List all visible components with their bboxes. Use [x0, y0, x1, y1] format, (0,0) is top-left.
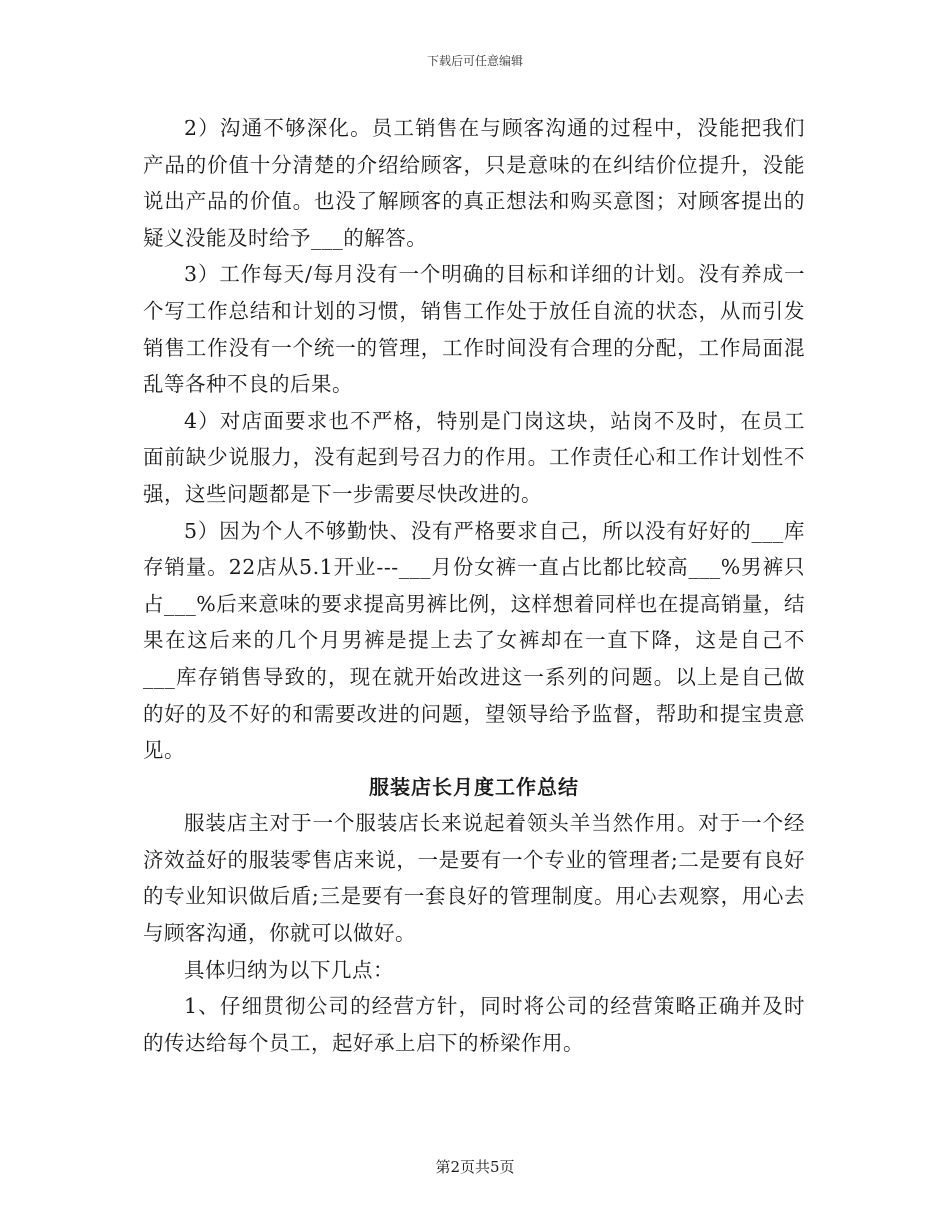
paragraph-summary-lead: 具体归纳为以下几点：: [184, 957, 394, 982]
page-number: 第2页共5页: [435, 1158, 515, 1176]
page-header-note: 下载后可任意编辑: [426, 54, 523, 68]
paragraph-planning: 3）工作每天/每月没有一个明确的目标和详细的计划。没有养成一个写工作总结和计划的习惯，销售工作处于放任自流的状态，从而引发销售工作没有一个统一的管理，工作时间没有合理的分配，工作局面混乱等各种不良的后果。: [143, 262, 805, 397]
section-title: 服装店长月度工作总结: [369, 774, 579, 799]
document-body: [143, 110, 805, 1061]
paragraph-communication: 2）沟通不够深化。员工销售在与顾客沟通的过程中，没能把我们产品的价值十分清楚的介绍给顾客，只是意味的在纠结价位提升，没能说出产品的价值。也没了解顾客的真正想法和购买意图；对顾客提出的疑义没能及时给予___的解答。: [143, 116, 805, 250]
paragraph-store-requirements: 4）对店面要求也不严格，特别是门岗这块，站岗不及时，在员工面前缺少说服力，没有起到号召力的作用。工作责任心和工作计划性不强，这些问题都是下一步需要尽快改进的。: [143, 408, 805, 506]
paragraph-inventory: 5）因为个人不够勤快、没有严格要求自己，所以没有好好的___库存销量。22店从5.1开业---___月份女裤一直占比都比较高___%男裤只占___%后来意味的要求提高男裤比例，这样想着同样也在提高销量，结果在这后来的几个月男裤是提上去了女裤却在一直下降，这是自己不___库存销售导致的，现在就开始改进这一系列的问题。以上是自己做的好的及不好的和需要改进的问题，望领导给予监督，帮助和提宝贵意见。: [143, 518, 805, 763]
paragraph-intro: 服装店主对于一个服装店长来说起着领头羊当然作用。对于一个经济效益好的服装零售店来说，一是要有一个专业的管理者;二是要有良好的专业知识做后盾;三是要有一套良好的管理制度。用心去观察，用心去与顾客沟通，你就可以做好。: [143, 811, 805, 946]
paragraph-point-1: 1、仔细贯彻公司的经营方针，同时将公司的经营策略正确并及时的传达给每个员工，起好承上启下的桥梁作用。: [143, 994, 805, 1055]
